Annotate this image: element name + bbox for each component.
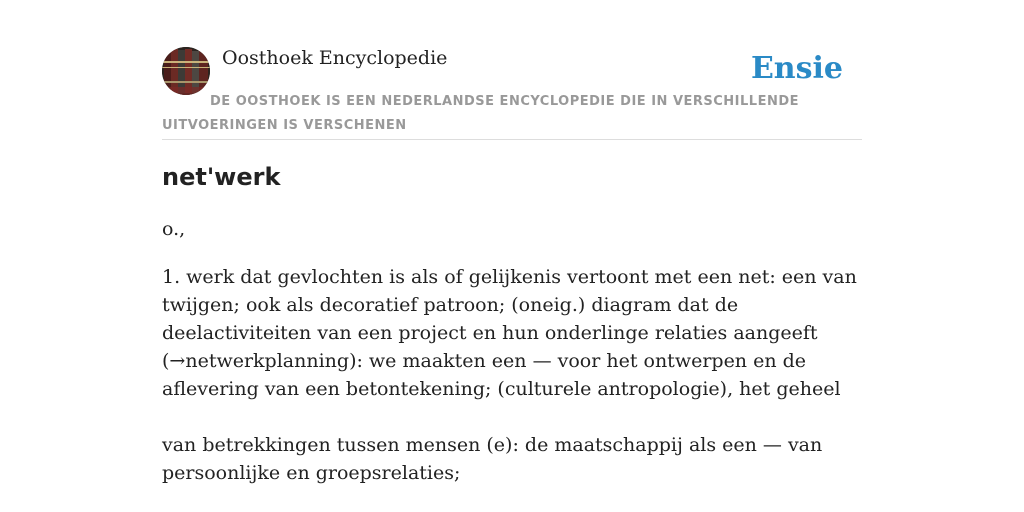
site-header [162, 46, 862, 140]
part-of-speech: o., [162, 218, 186, 240]
definition-paragraph: van betrekkingen tussen mensen (e): de maatschappij als een — van persoonlijke en groepsrelaties; [162, 434, 823, 484]
entry-headword: net'werk [162, 163, 281, 191]
site-avatar[interactable] [162, 47, 210, 95]
definition-paragraph: 1. werk dat gevlochten is als of gelijkenis vertoont met een net: een van twijgen; ook als decoratief patroon; (oneig.) diagram dat de deelactiviteiten van een project en hun onderlinge relaties aangeeft (→netwerkplanning): we maakten een — voor het ontwerpen en de aflevering van een betontekening; (culturele antropologie), het geheel [162, 266, 857, 400]
site-name[interactable]: Oosthoek Encyclopedie [222, 47, 448, 69]
book-spines-icon [162, 47, 210, 95]
site-tagline: DE OOSTHOEK IS EEN NEDERLANDSE ENCYCLOPEDIE DIE IN VERSCHILLENDE UITVOERINGEN IS VERSCHENEN [162, 94, 800, 133]
brand-logo[interactable]: Ensie [750, 51, 843, 86]
definition-body [162, 263, 862, 512]
